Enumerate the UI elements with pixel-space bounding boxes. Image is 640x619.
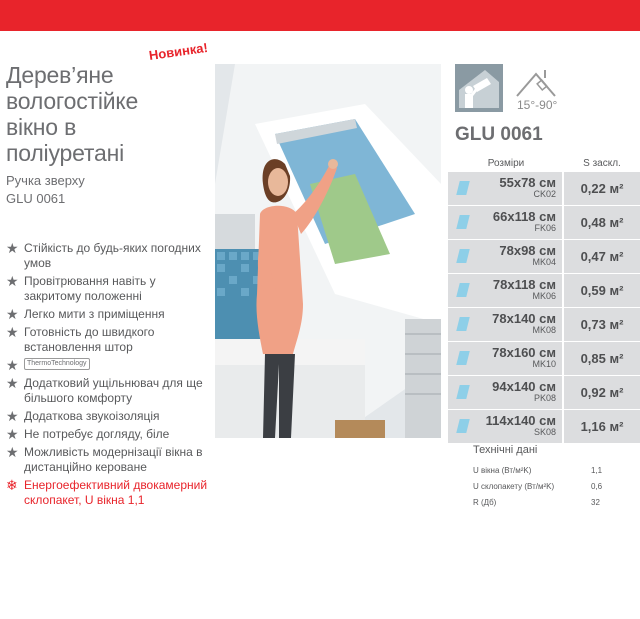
thermo-technology-badge: ThermoTechnology [24,358,90,370]
table-row: 55x78 см CK02 0,22 м² [448,172,640,205]
star-bullet-icon: ★ [6,357,19,373]
energy-feature: ❄ Енергоефективний двокамерний склопакет, U вікна 1,1 [6,477,208,507]
glass-pane-icon [456,419,469,433]
feature-list [6,241,212,511]
star-bullet-icon: ★ [6,324,19,340]
thermo-technology-item [6,358,212,372]
new-badge: Новинка! [147,39,209,63]
table-row: 78x140 см MK08 0,73 м² [448,308,640,341]
list-item: ★ Легко мити з приміщення [6,306,165,322]
glass-pane-icon [456,249,469,263]
woman-opening-window-illustration [215,64,441,438]
technical-data-title: Технічні дані [473,444,538,456]
star-bullet-icon: ★ [6,426,19,442]
table-row: U склопакету (Вт/м²K) 0,6 [473,481,603,491]
table-row: 78x98 см MK04 0,47 м² [448,240,640,273]
table-row: 78x160 см MK10 0,85 м² [448,342,640,375]
glass-pane-icon [456,181,469,195]
table-row: 66x118 см FK06 0,48 м² [448,206,640,239]
product-title: Дерев’яне вологостійке вікно в поліуретані [6,62,139,166]
list-item: ★ Стійкість до будь-яких погодних умов [6,240,201,270]
product-header [6,62,214,208]
star-bullet-icon: ★ [6,273,19,289]
sizes-table [448,154,640,444]
glass-pane-icon [456,317,469,331]
star-bullet-icon: ★ [6,240,19,256]
table-row: U вікна (Вт/м²K) 1,1 [473,465,603,475]
roof-pitch-range: 15°-90° [517,98,558,112]
glass-pane-icon [456,283,469,297]
star-bullet-icon: ★ [6,375,19,391]
installer-icon [455,64,503,112]
star-bullet-icon: ★ [6,306,19,322]
glass-pane-icon [456,351,469,365]
list-item: ★ Не потребує догляду, біле [6,426,170,442]
star-bullet-icon: ★ [6,444,19,460]
product-icons [455,64,605,114]
list-item: ★ Додатковий ущільнювач для ще більшого комфорту [6,375,203,405]
table-header: Розміри S заскл. [487,157,621,169]
glass-pane-icon [456,385,469,399]
star-bullet-icon: ★ [6,408,19,424]
product-photo [215,64,441,438]
list-item: ★ Можливість модернізації вікна в дистанційно кероване [6,444,203,474]
top-banner [0,0,640,31]
technical-data [473,444,613,510]
product-subtitle: Ручка зверху GLU 0061 [6,173,85,206]
roof-pitch-icon [515,68,557,100]
table-row: 114x140 см SK08 1,16 м² [448,410,640,443]
table-row: R (Дб) 32 [473,497,600,507]
list-item: ★ Готовність до швидкого встановлення штор [6,324,155,354]
list-item: ★ Додаткова звукоізоляція [6,408,160,424]
glass-pane-icon [456,215,469,229]
table-row: 78x118 см MK06 0,59 м² [448,274,640,307]
table-row: 94x140 см PK08 0,92 м² [448,376,640,409]
model-code: GLU 0061 [455,124,543,145]
snowflake-icon: ❄ [6,477,18,493]
list-item: ★ Провітрювання навіть у закритому положенні [6,273,156,303]
